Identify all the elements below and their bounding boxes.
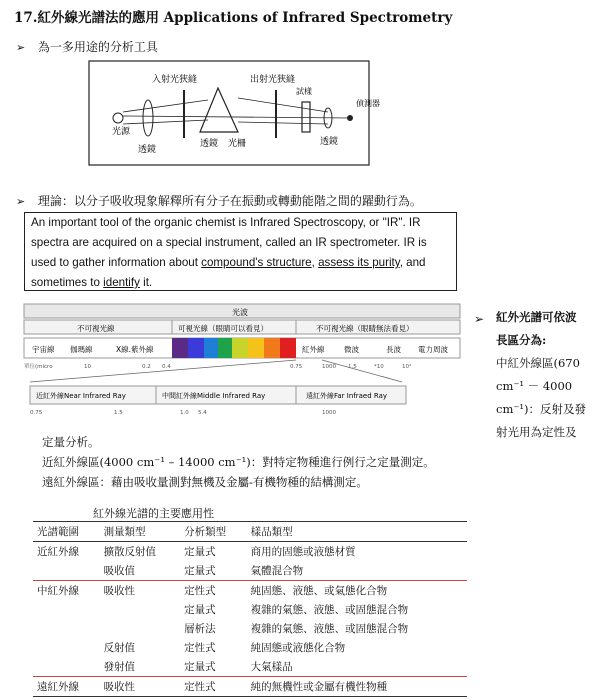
en-text: used to gather information about [31, 256, 202, 269]
cell: 純的無機性或金屬有機性物種 [250, 681, 388, 693]
ir-applications-table [33, 497, 467, 700]
color-orange [264, 338, 280, 358]
en-line: spectra are acquired on a special instrument, called an IR spectrometer. IR is [31, 236, 427, 249]
spectrometer-drawing [88, 60, 380, 166]
cell [33, 657, 100, 677]
ir-near-label: 近紅外線Near Infrared Ray [36, 392, 126, 400]
band-longwave: 長波 [386, 345, 401, 354]
ir-mid-label: 中間紅外線Middle Infrared Ray [162, 392, 266, 400]
band-microwave: 微波 [344, 345, 359, 354]
prism-shape [200, 88, 238, 132]
cell: 純固態或液態化合物 [250, 642, 346, 654]
table-row [33, 561, 467, 581]
cell: 吸收性 [103, 585, 136, 597]
bullet-arrow-icon: ➢ [16, 195, 26, 208]
side-heading-2: 長區分為: [496, 333, 547, 347]
cell: 擴散反射值 [103, 546, 157, 558]
table-header-row [33, 522, 467, 542]
color-yellowgreen [232, 338, 248, 358]
applications-table [33, 521, 467, 697]
label-sample: 試樣 [296, 87, 312, 96]
ir-tick: 1.5 [114, 410, 123, 416]
table-row [33, 677, 467, 697]
cell [33, 600, 100, 619]
ir-tick: 5.4 [198, 410, 207, 416]
band-xray-uv: X線.紫外線 [116, 345, 154, 354]
spectrum-invisible-right: 不可視光線（眼睛無法看見） [316, 324, 414, 333]
tick: 0.75 [290, 364, 303, 370]
cell: 吸收性 [103, 681, 136, 693]
body-line-near-ir: 近紅外線區(4000 cm⁻¹ – 14000 cm⁻¹)：對特定物種進行例行之定量測定。 [42, 455, 435, 469]
tick: 0.2 [142, 364, 151, 370]
cell: 定性式 [184, 681, 216, 693]
color-blue [188, 338, 204, 358]
spectrum-unit: 單位(micro [24, 364, 53, 370]
label-grating: 光柵 [228, 139, 247, 149]
color-red [280, 338, 296, 358]
bullet-arrow-icon: ➢ [16, 41, 26, 54]
table-row [33, 619, 467, 638]
cell [100, 600, 181, 619]
label-exit-slit: 出射光狹縫 [250, 75, 296, 85]
side-heading-1: 紅外光譜可依波 [496, 310, 577, 324]
col-header: 分析類型 [180, 522, 247, 542]
en-text: , [311, 256, 319, 269]
spectrometer-diagram [88, 60, 380, 166]
body-line-quant: 定量分析。 [42, 435, 100, 449]
bullet-arrow-icon: ➢ [474, 312, 485, 326]
spectrum-drawing [22, 302, 462, 418]
english-description-box [24, 212, 457, 291]
page-title: 17.紅外線光譜法的應用 Applications of Infrared Spectrometry [14, 10, 453, 26]
cell: 純固態、液態、或氣態化合物 [250, 585, 388, 597]
en-line [31, 273, 450, 293]
label-detector: 偵測器 [356, 99, 380, 108]
bullet-text: 理論：以分子吸收現象解釋所有分子在振動或轉動能階之間的躍動行為。 [37, 194, 422, 208]
cell: 反射值 [103, 642, 136, 654]
table-row [33, 600, 467, 619]
cell: 定量式 [184, 661, 216, 673]
cell: 遠紅外線 [37, 681, 79, 693]
side-line: cm⁻¹ － 4000 [496, 379, 573, 393]
side-line: 中紅外線區(670 [496, 356, 580, 370]
table-row [33, 581, 467, 601]
ir-tick: 1.0 [180, 410, 189, 416]
tick: 1000 [322, 364, 336, 370]
side-line: 射光用為定性及 [496, 425, 577, 439]
band-cosmic: 宇宙線 [32, 345, 55, 354]
tick: 1.5 [348, 364, 357, 370]
bullet-text: 為一多用途的分析工具 [37, 40, 158, 54]
table-row [33, 638, 467, 657]
link-assess-purity[interactable]: assess its purity [318, 256, 400, 269]
col-header: 測量類型 [100, 522, 181, 542]
table-row [33, 542, 467, 562]
link-compound-structure[interactable]: compound's structure [201, 256, 312, 269]
color-violet [172, 338, 188, 358]
band-infrared: 紅外線 [302, 345, 325, 354]
side-line: cm⁻¹)：反射及發 [496, 402, 587, 416]
cell: 定量式 [184, 565, 216, 577]
cell: 複雜的氣態、液態、或固態混合物 [250, 604, 409, 616]
band-power: 電力周波 [418, 345, 448, 354]
label-lens2: 透鏡 [320, 137, 339, 147]
link-identify[interactable]: identify [103, 276, 140, 289]
en-line: An important tool of the organic chemist is Infrared Spectroscopy, or "IR". IR [31, 216, 421, 229]
tick: 0.4 [162, 364, 171, 370]
cell: 定量式 [184, 604, 216, 616]
en-text: sometimes to [31, 276, 104, 289]
cell: 吸收值 [103, 565, 136, 577]
col-header: 樣品類型 [247, 522, 467, 542]
cell [33, 561, 100, 581]
col-header: 光譜範圍 [33, 522, 100, 542]
cell: 定性式 [184, 585, 216, 597]
tick: 10⁴ [402, 364, 412, 370]
em-spectrum-diagram [22, 302, 462, 418]
tick: *10 [374, 364, 384, 370]
cell [33, 619, 100, 638]
spectrum-visible-label: 可視光線（眼睛可以看見） [178, 324, 268, 333]
cell: 商用的固態或液態材質 [250, 546, 356, 558]
body-line-far-ir: 遠紅外線區：藉由吸收量測對無機及金屬-有機物種的結構測定。 [42, 475, 368, 489]
color-yellow [248, 338, 264, 358]
en-text: it. [139, 276, 153, 289]
label-entrance-slit: 入射光狹縫 [152, 75, 198, 85]
cell [100, 619, 181, 638]
cell: 發射值 [103, 661, 136, 673]
sample-cell [302, 102, 310, 132]
color-cyan [204, 338, 218, 358]
ir-tick: 1000 [322, 410, 336, 416]
en-line [31, 253, 450, 273]
cell: 定量式 [184, 546, 216, 558]
color-green [218, 338, 232, 358]
lens1-shape [143, 100, 153, 136]
cell: 氣體混合物 [250, 565, 304, 577]
label-prism-lens: 透鏡 [200, 139, 219, 149]
cell: 定性式 [184, 642, 216, 654]
tick: 10 [84, 364, 91, 370]
cell: 中紅外線 [37, 585, 79, 597]
cell: 層析法 [184, 623, 216, 635]
table-title: 紅外線光譜的主要應用性 [93, 507, 214, 520]
spectrum-invisible-left: 不可視光線 [77, 324, 115, 333]
band-gamma: 伽瑪線 [70, 345, 93, 354]
cell: 大氣樣品 [250, 661, 293, 673]
visible-color-band [172, 338, 296, 358]
cell [33, 638, 100, 657]
spectrum-top-label: 光波 [232, 308, 248, 317]
en-text: , and [399, 256, 426, 269]
table-row [33, 657, 467, 677]
bullet-theory [16, 192, 422, 209]
cell: 近紅外線 [37, 546, 79, 558]
label-light-source: 光源 [112, 127, 131, 137]
cell: 複雜的氣態、液態、或固態混合物 [250, 623, 409, 635]
bullet-versatile-tool [16, 38, 158, 55]
label-lens1: 透鏡 [138, 145, 157, 155]
ir-far-label: 遠紅外線Far Infraed Ray [306, 392, 388, 400]
ir-tick: 0.75 [30, 410, 43, 416]
